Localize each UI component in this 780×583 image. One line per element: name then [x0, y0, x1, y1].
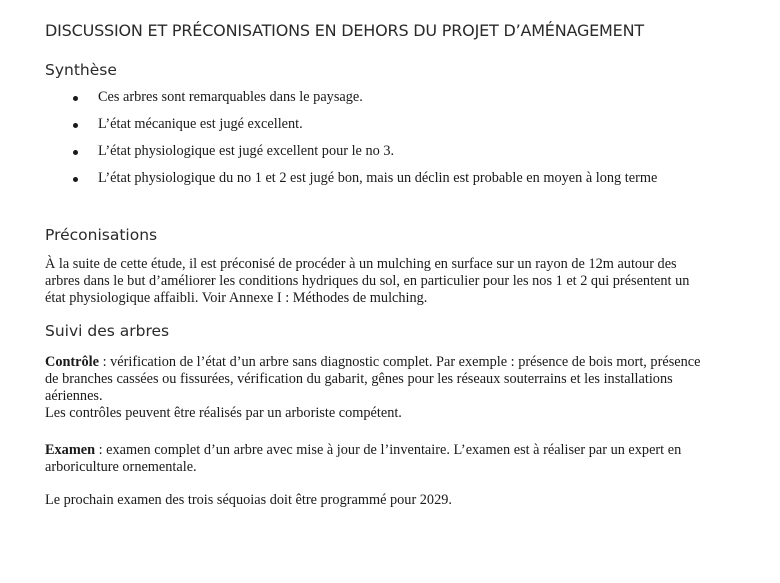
list-item: Ces arbres sont remarquables dans le paysage.: [45, 89, 700, 106]
list-item: L’état physiologique est jugé excellent pour le no 3.: [45, 143, 700, 160]
bullet-icon: [73, 123, 78, 128]
list-item: L’état mécanique est jugé excellent.: [45, 116, 700, 133]
examen-paragraph: [45, 442, 705, 476]
synthese-list: [45, 89, 700, 197]
bullet-icon: [73, 150, 78, 155]
controle-note: Les contrôles peuvent être réalisés par un arboriste compétent.: [45, 405, 402, 421]
heading-preconisations: Préconisations: [45, 226, 158, 244]
heading-suivi-des-arbres: Suivi des arbres: [45, 322, 170, 340]
controle-definition: : vérification de l’état d’un arbre sans diagnostic complet. Par exemple : présence de bois mort, présence de branches cassées ou fissurées, vérification du gabarit, gênes pour les réseaux souterrains et les installations aériennes.: [45, 354, 701, 404]
controle-term: Contrôle: [45, 354, 99, 370]
controle-paragraph: [45, 354, 705, 422]
page-title: DISCUSSION ET PRÉCONISATIONS EN DEHORS DU PROJET D’AMÉNAGEMENT: [45, 21, 644, 40]
bullet-icon: [73, 177, 78, 182]
prochain-examen-paragraph: Le prochain examen des trois séquoias doit être programmé pour 2029.: [45, 492, 452, 508]
examen-term: Examen: [45, 442, 96, 458]
preconisations-paragraph: À la suite de cette étude, il est préconisé de procéder à un mulching en surface sur un rayon de 12m autour des arbres dans le but d’améliorer les conditions hydriques du sol, en particulier pour les nos 1 et 2 qui présentent un état physiologique affaibli. Voir Annexe I : Méthodes de mulching.: [45, 256, 690, 306]
heading-synthese: Synthèse: [45, 61, 117, 79]
list-item: L’état physiologique du no 1 et 2 est jugé bon, mais un déclin est probable en moyen à long terme: [45, 170, 698, 187]
bullet-icon: [73, 96, 78, 101]
examen-definition: : examen complet d’un arbre avec mise à jour de l’inventaire. L’examen est à réaliser par un expert en arboriculture ornementale.: [45, 442, 682, 475]
